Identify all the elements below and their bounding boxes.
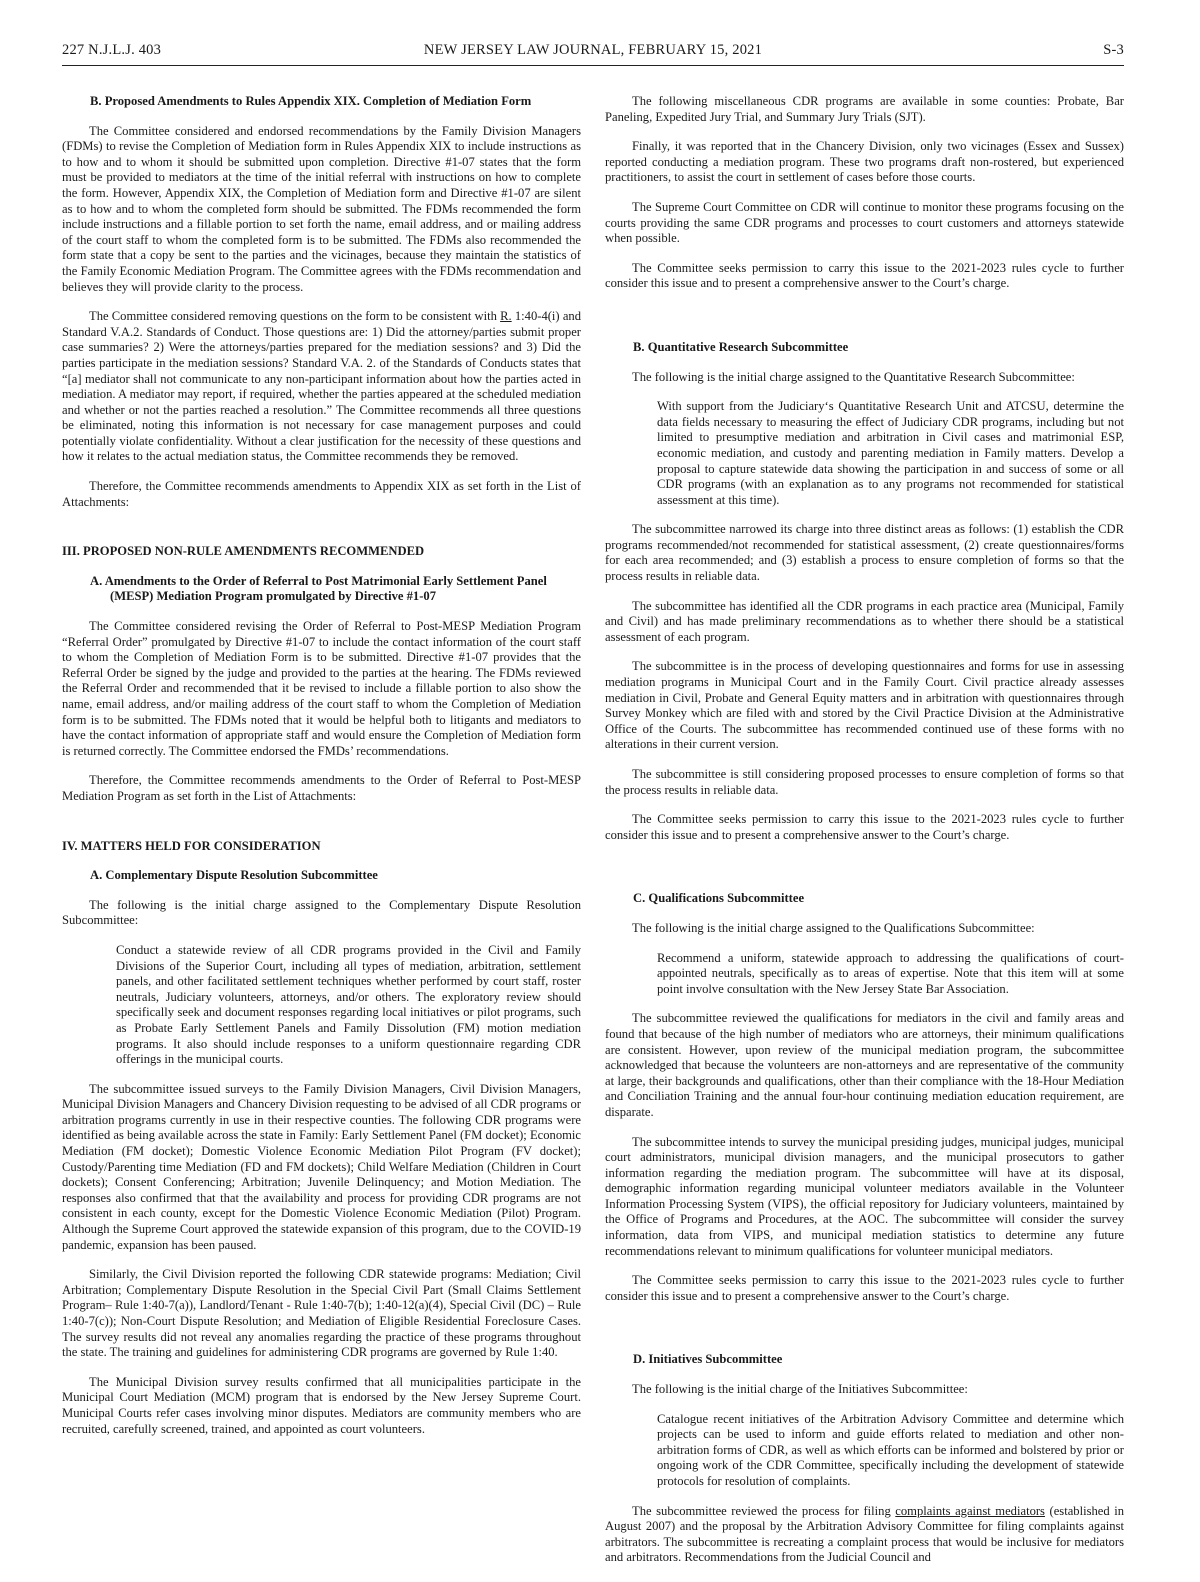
left-column: [62, 94, 581, 1580]
paragraph: The subcommittee narrowed its charge into three distinct areas as follows: (1) establish the CDR programs recommended/not recommended for statistical assessment, (2) create questionnaires/forms for each area recommended; and (3) establish a process to ensure completion of forms so that the process results in reliable data.: [605, 522, 1124, 584]
section-b-quant-heading: B. Quantitative Research Subcommittee: [633, 339, 849, 354]
paragraph: The subcommittee intends to survey the municipal presiding judges, municipal judges, municipal court administrators, municipal division managers, and the municipal prosecutors to gather information regarding the mediation program. The subcommittee will have at its disposal, demographic information regarding municipal volunteer mediators available in the Volunteer Information Processing System (VIPS), the official repository for Judiciary volunteers, maintained by the Office of Programs and Procedures, at the AOC. The subcommittee will consider the survey information, data from VIPS, and municipal mediation statistics to determine any future recommendations relevant to minimum qualifications for volunteer municipal mediators.: [605, 1134, 1124, 1258]
paragraph: The Committee seeks permission to carry this issue to the 2021-2023 rules cycle to further consider this issue and to present a comprehensive answer to the Court’s charge.: [605, 260, 1124, 291]
block-quote: With support from the Judiciary‘s Quantitative Research Unit and ATCSU, determine the data fields necessary to measuring the effect of Judiciary CDR programs, including but not limited to presumptive mediation and arbitration in Civil cases and matrimonial ESP, economic mediation, and custody and parenting mediation in Family matters. Develop a proposal to capture statewide data showing the participation in and success of some or all CDR programs (with an explanation as to any programs not recommended for statistical assessment at this time).: [657, 399, 1124, 507]
paragraph: The subcommittee is still considering proposed processes to ensure completion of forms so that the process results in reliable data.: [605, 767, 1124, 797]
page-number: S-3: [1103, 42, 1124, 58]
spacer: [605, 1318, 1124, 1352]
paragraph: Finally, it was reported that in the Chancery Division, only two vicinages (Essex and Sussex) reported conducting a mediation program. These two programs draft non-rostered, but experienced practitioners, to assist the court in settlement of cases before those courts.: [605, 139, 1124, 185]
spacer: [605, 857, 1124, 891]
block-quote: Catalogue recent initiatives of the Arbitration Advisory Committee and determine which projects can be used to inform and guide efforts related to mediation and other non-arbitration forms of CDR, as well as which efforts can be informed and bolstered by prior or ongoing work of the CDR Committee, specifically including the development of statewide protocols for resolution of complaints.: [657, 1411, 1124, 1488]
paragraph: The subcommittee reviewed the qualifications for mediators in the civil and family areas and found that because of the high number of mediators who are attorneys, their minimum qualifications are consistent. However, upon review of the municipal mediation program, the subcommittee acknowledged that because the volunteers are non-attorneys and are representative of the community at large, their backgrounds and qualifications, other than their compliance with the 18-Hour Mediation and Conciliation Training and the annual four-hour continuing mediation education requirement, are disparate.: [605, 1011, 1124, 1119]
citation: 227 N.J.L.J. 403: [62, 42, 162, 58]
paragraph: The subcommittee reviewed the process for filing complaints against mediators (established in August 2007) and the proposal by the Arbitration Advisory Committee for filing complaints against arbitrators. The subcommittee is recreating a complaint process that would be inclusive for mediators and arbitrators. Recommendations from the Judicial Council and: [605, 1503, 1124, 1565]
paragraph: The subcommittee is in the process of developing questionnaires and forms for use in assessing mediation programs in Municipal Court and in the Family Court. Civil practice already assesses mediation in Civil, Probate and General Equity matters and in arbitration with questionnaires through Survey Monkey which are filed with and stored by the Civil Practice Division at the Administrative Office of the Courts. The subcommittee has recommended continued use of these forms with no alterations in their current version.: [605, 659, 1124, 752]
paragraph: The Committee considered and endorsed recommendations by the Family Division Managers (FDMs) to revise the Completion of Mediation form in Rules Appendix XIX to include instructions as to how and to whom it should be submitted upon completion. Directive #1-07 states that the form must be provided to mediators at the time of the initial referral with instructions on how to complete the form. However, Appendix XIX, the Completion of Mediation form and Directive #1-07 are silent as to how and to whom the completed form should be submitted. The FDMs recommended the form include instructions and a fillable portion to set forth the name, email address, and or mailing address of the court staff to whom the completed form is to be submitted. The FDMs also recommended the form state that a copy be sent to the parties and the vicinages, because they maintain the statistics of the Family Economic Mediation Program. The Committee agrees with the FDMs recommendation and believes they will provide clarity to the process.: [62, 123, 581, 294]
journal-title: NEW JERSEY LAW JOURNAL, FEBRUARY 15, 2021: [423, 42, 763, 58]
paragraph: Therefore, the Committee recommends amendments to the Order of Referral to Post-MESP Mediation Program as set forth in the List of Attachments:: [62, 773, 581, 803]
paragraph: The following is the initial charge assigned to the Qualifications Subcommittee:: [632, 920, 1035, 935]
paragraph: The following is the initial charge of the Initiatives Subcommittee:: [632, 1382, 968, 1397]
paragraph: The subcommittee issued surveys to the Family Division Managers, Civil Division Managers, Municipal Division Managers and Chancery Division requesting to be advised of all CDR programs or arbitration programs currently in use in their respective counties. The following CDR programs were identified as being available across the state in Family: Early Settlement Panel (FM docket); Economic Mediation (FM docket); Domestic Violence Economic Mediation Pilot Program (FV docket); Custody/Parenting time Mediation (FD and FM dockets); Child Welfare Mediation (Children in Court dockets); Consent Conferencing; Arbitration; Juvenile Delinquency; and Motion Mediation. The responses also confirmed that that the availability and process for providing CDR programs are not consistent in each county, except for the Domestic Violence Economic Mediation (Pilot) Program. Although the Supreme Court approved the statewide expansion of this program, due to the COVID-19 pandemic, expansion has been paused.: [62, 1081, 582, 1252]
page-header: [62, 42, 1124, 59]
paragraph: The Committee seeks permission to carry this issue to the 2021-2023 rules cycle to further consider this issue and to present a comprehensive answer to the Court’s charge.: [605, 812, 1124, 842]
paragraph: Similarly, the Civil Division reported the following CDR statewide programs: Mediation; Civil Arbitration; Complementary Dispute Resolution in the Special Civil Part (Small Claims Settlement Program– Rule 1:40-7(a)), Landlord/Tenant - Rule 1:40-7(b); 1:40-12(a)(4), Special Civil (DC) – Rule 1:40-7(c)); Non-Court Dispute Resolution; and Mediation of Eligible Residential Foreclosure Cases. The survey results did not reveal any anomalies regarding the practice of these programs throughout the state. The training and guidelines for administering CDR programs are governed by Rule 1:40.: [62, 1267, 581, 1360]
complaints-link[interactable]: complaints against mediators: [895, 1503, 1045, 1518]
paragraph: The Committee considered removing questions on the form to be consistent with R. 1:40-4(i) and Standard V.A.2. Standards of Conduct. Those questions are: 1) Did the attorney/parties submit proper case summaries? 2) Were the attorneys/parties prepared for the mediation sessions? and 3) Did the parties participate in the mediation sessions? Standard V.A. 2. of the Standards of Conducts states that “[a] mediator shall not communicate to any non-participant information about how the parties acted in mediation. A mediator may report, if required, whether the parties appeared at the scheduled mediation and whether or not the parties reached a resolution.” The Committee recommends all three questions be eliminated, noting this information is not necessary for case management purposes and could potentially violate confidentiality. Without a clear justification for the necessity of these questions and how it relates to the actual mediation status, the Committee recommends they be removed.: [62, 309, 581, 464]
right-column: [605, 94, 1124, 1580]
section-d-heading: D. Initiatives Subcommittee: [633, 1352, 783, 1367]
rule-reference: R.: [500, 309, 512, 324]
paragraph: The following is the initial charge assigned to the Complementary Dispute Resolution Subcommittee:: [62, 897, 581, 928]
header-rule: [62, 65, 1124, 66]
paragraph: Therefore, the Committee recommends amendments to Appendix XIX as set forth in the List of Attachments:: [62, 479, 581, 509]
paragraph: The following is the initial charge assigned to the Quantitative Research Subcommittee:: [632, 369, 1075, 384]
section-c-heading: C. Qualifications Subcommittee: [633, 891, 805, 906]
spacer: [605, 306, 1124, 340]
section-iii-a-heading: A. Amendments to the Order of Referral to Post Matrimonial Early Settlement Panel (MESP) Mediation Program promulgated by Directive #1-07: [90, 573, 547, 604]
section-iv-a-heading: A. Complementary Dispute Resolution Subcommittee: [90, 868, 378, 883]
paragraph: The Committee seeks permission to carry this issue to the 2021-2023 rules cycle to further consider this issue and to present a comprehensive answer to the Court’s charge.: [605, 1273, 1124, 1303]
section-iii-heading: III. PROPOSED NON-RULE AMENDMENTS RECOMMENDED: [62, 544, 425, 559]
block-quote: Conduct a statewide review of all CDR programs provided in the Civil and Family Divisions of the Superior Court, including all types of mediation, arbitration, settlement panels, and other facilitated settlement techniques whether performed by court staff, roster neutrals, Judiciary volunteers, attorneys, and/or others. The exploratory review should specifically seek and document responses regarding local initiatives or pilot programs, such as Probate Early Settlement Panels and Family Dissolution (FM) motion mediation programs. It also should include responses to a uniform questionnaire regarding CDR offerings in the municipal courts.: [116, 942, 581, 1067]
paragraph: The Committee considered revising the Order of Referral to Post-MESP Mediation Program “Referral Order” promulgated by Directive #1-07 to include the contact information of the court staff to whom the Completion of Mediation Form is to be submitted. Directive #1-07 provides that the Referral Order be signed by the judge and provided to the parties at the hearing. The FDMs reviewed the Referral Order and recommended that it be revised to include a fillable portion to also show the name, email address, and/or mailing address of the court staff to whom the Completion of Mediation form is to be submitted. The FDMs noted that it would be helpful both to litigants and mediators to have the contact information of appropriate staff and would ensure the Completion of Mediation form is returned correctly. The Committee endorsed the FMDs’ recommendations.: [62, 619, 581, 758]
paragraph: The following miscellaneous CDR programs are available in some counties: Probate, Bar Paneling, Expedited Jury Trial, and Summary Jury Trials (SJT).: [605, 94, 1124, 124]
paragraph: The Municipal Division survey results confirmed that all municipalities participate in the Municipal Court Mediation (MCM) program that is endorsed by the New Jersey Supreme Court. Municipal Courts refer cases involving minor disputes. Mediators are community members who are recruited, carefully screened, trained, and appointed as court volunteers.: [62, 1374, 581, 1436]
two-column-body: [62, 94, 1124, 1580]
section-b-heading: B. Proposed Amendments to Rules Appendix XIX. Completion of Mediation Form: [90, 94, 532, 108]
paragraph: The Supreme Court Committee on CDR will continue to monitor these programs focusing on the courts providing the same CDR programs and processes to court customers and attorneys statewide when possible.: [605, 199, 1124, 246]
section-iv-heading: IV. MATTERS HELD FOR CONSIDERATION: [62, 838, 321, 853]
paragraph: The subcommittee has identified all the CDR programs in each practice area (Municipal, Family and Civil) and has made preliminary recommendations as to whether there should be a statistical assessment of each program.: [605, 598, 1124, 644]
block-quote: Recommend a uniform, statewide approach to addressing the qualifications of court-appointed neutrals, specifically as to areas of expertise. Note that this item will at some point involve consultation with the New Jersey State Bar Association.: [657, 950, 1124, 996]
